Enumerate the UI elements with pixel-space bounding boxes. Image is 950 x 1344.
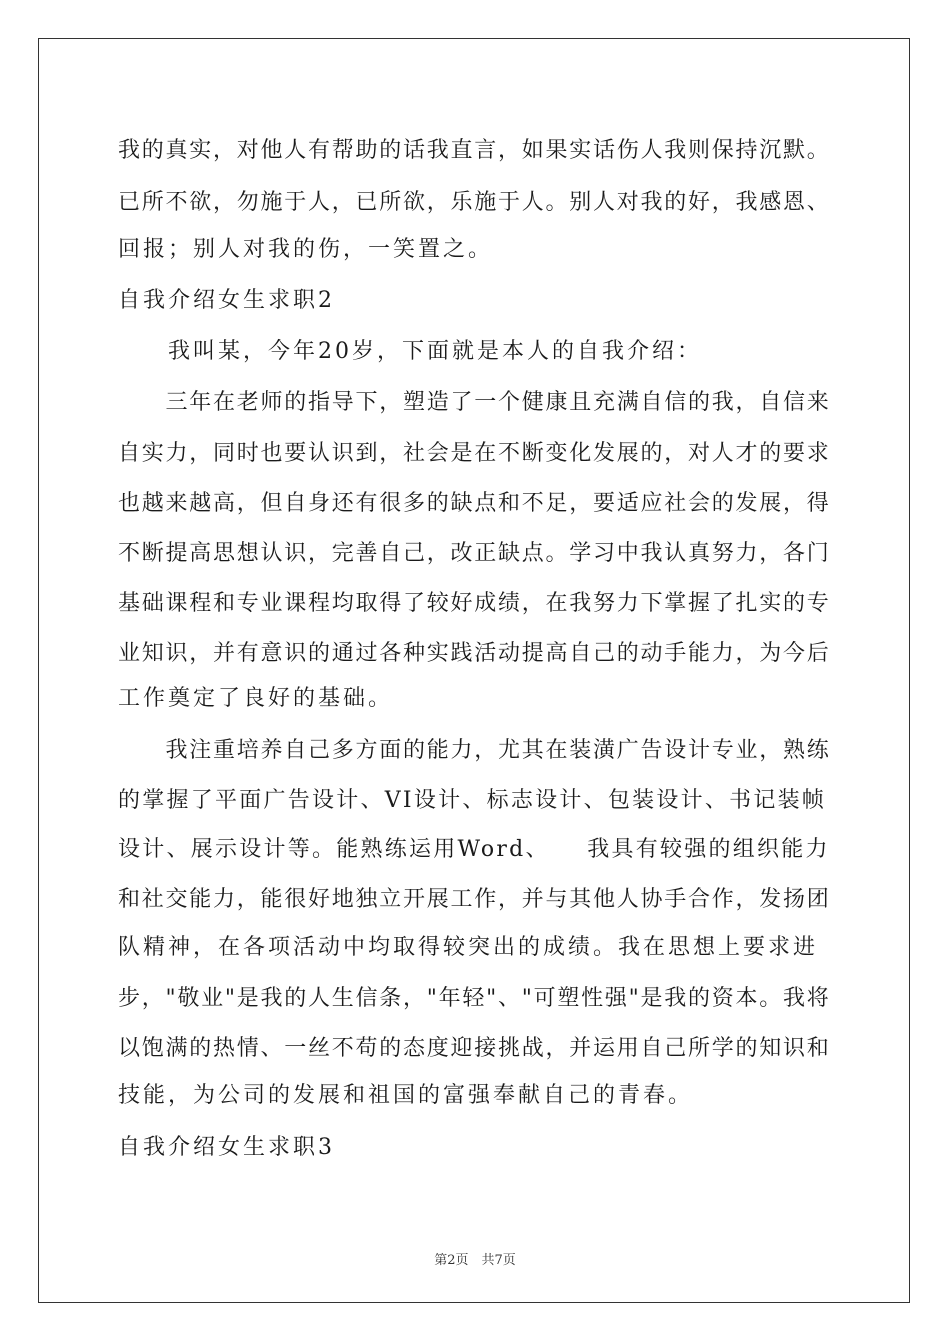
section-heading: 自我介绍女生求职3 [118,1135,335,1160]
text-line: 已所不欲，勿施于人，已所欲，乐施于人。别人对我的好，我感恩、 [118,190,831,215]
text-line: 设计、展示设计等。能熟练运用Word、 我具有较强的组织能力 [118,837,830,862]
text-line: 我注重培养自己多方面的能力，尤其在装潢广告设计专业，熟练 [118,738,831,763]
text-line: 和社交能力，能很好地独立开展工作，并与其他人协手合作，发扬团 [118,887,831,912]
text-line: 三年在老师的指导下，塑造了一个健康且充满自信的我，自信来 [118,390,831,415]
text-line: 我的真实，对他人有帮助的话我直言，如果实话伤人我则保持沉默。 [118,138,831,163]
text-line: 我叫某，今年20岁，下面就是本人的自我介绍： [118,339,702,364]
text-line: 基础课程和专业课程均取得了较好成绩，在我努力下掌握了扎实的专 [118,591,831,616]
section-heading: 自我介绍女生求职2 [118,288,335,313]
text-line: 业知识，并有意识的通过各种实践活动提高自己的动手能力，为今后 [118,641,831,666]
text-line: 步，"敬业"是我的人生信条，"年轻"、"可塑性强"是我的资本。我将 [118,986,831,1011]
text-line: 不断提高思想认识，完善自己，改正缺点。学习中我认真努力，各门 [118,541,831,566]
text-line: 以饱满的热情、一丝不苟的态度迎接挑战，并运用自己所学的知识和 [118,1036,831,1061]
text-line: 技能，为公司的发展和祖国的富强奉献自己的青春。 [118,1083,694,1108]
text-line: 回报；别人对我的伤，一笑置之。 [118,237,494,262]
page-number: 第2页 共7页 [434,1253,516,1268]
page-border [38,38,910,1303]
text-line: 也越来越高，但自身还有很多的缺点和不足，要适应社会的发展，得 [118,491,831,516]
text-line: 工作奠定了良好的基础。 [118,686,394,711]
text-line: 自实力，同时也要认识到，社会是在不断变化发展的，对人才的要求 [118,441,831,466]
text-line: 的掌握了平面广告设计、VI设计、标志设计、包装设计、书记装帧 [118,788,827,813]
text-line: 队精神，在各项活动中均取得较突出的成绩。我在思想上要求进 [118,935,819,960]
